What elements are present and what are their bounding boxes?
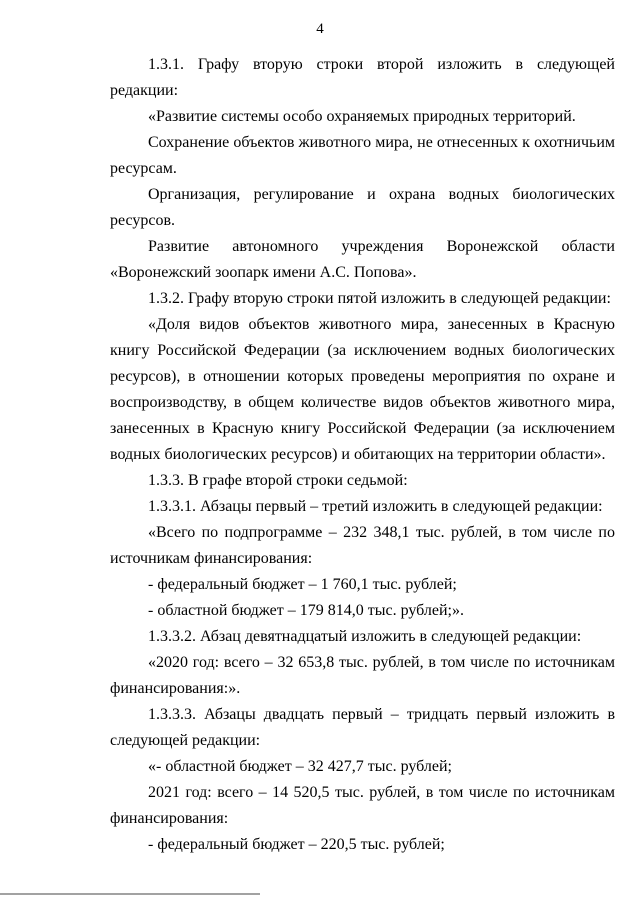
paragraph-1-3-3-3: 1.3.3.3. Абзацы двадцать первый – тридцать первый изложить в следующей редакции: bbox=[110, 706, 615, 749]
paragraph-wildlife-conservation: Сохранение объектов животного мира, не отнесенных к охотничьим ресурсам. bbox=[110, 134, 615, 177]
paragraph-federal-budget: - федеральный бюджет – 1 760,1 тыс. рублей; bbox=[148, 576, 457, 593]
paragraph-2021-total: 2021 год: всего – 14 520,5 тыс. рублей, в том числе по источникам финансирования: bbox=[110, 784, 615, 827]
paragraph-1-3-1: 1.3.1. Графу вторую строки второй изложить в следующей редакции: bbox=[110, 56, 615, 99]
paragraph-regional-budget: - областной бюджет – 179 814,0 тыс. рублей;». bbox=[148, 602, 464, 619]
paragraph-zoo-development: Развитие автономного учреждения Воронежской области «Воронежский зоопарк имени А.С. Попова». bbox=[110, 238, 615, 281]
paragraph-1-3-3-2: 1.3.3.2. Абзац девятнадцатый изложить в следующей редакции: bbox=[148, 628, 582, 645]
paragraph-subprogram-total: «Всего по подпрограмме – 232 348,1 тыс. рублей, в том числе по источникам финансирования: bbox=[110, 524, 615, 567]
paragraph-2020-total: «2020 год: всего – 32 653,8 тыс. рублей, в том числе по источникам финансирования:». bbox=[110, 654, 615, 697]
paragraph-regional-budget-2020: «- областной бюджет – 32 427,7 тыс. рублей; bbox=[148, 758, 452, 775]
paragraph-federal-budget-2021: - федеральный бюджет – 220,5 тыс. рублей; bbox=[148, 836, 445, 853]
page-number: 4 bbox=[316, 21, 324, 37]
paragraph-aquatic-resources: Организация, регулирование и охрана водных биологических ресурсов. bbox=[110, 186, 615, 229]
paragraph-red-book-share: «Доля видов объектов животного мира, занесенных в Красную книгу Российской Федерации (за исключением водных биологических ресурсов), в отношении которых проведены мероприятия по охране и воспроизводству, в общем количестве видов объектов животного мира, занесенных в Красную книгу Российской Федерации (за исключением водных биологических ресурсов) и обитающих на территории области». bbox=[110, 316, 615, 463]
paragraph-protected-territories: «Развитие системы особо охраняемых природных территорий. bbox=[148, 108, 576, 125]
scan-edge-line bbox=[0, 893, 260, 895]
paragraph-1-3-3-1: 1.3.3.1. Абзацы первый – третий изложить в следующей редакции: bbox=[148, 498, 603, 515]
document-body bbox=[110, 52, 615, 858]
paragraph-1-3-3: 1.3.3. В графе второй строки седьмой: bbox=[148, 472, 408, 489]
paragraph-1-3-2: 1.3.2. Графу вторую строки пятой изложить в следующей редакции: bbox=[148, 290, 611, 307]
